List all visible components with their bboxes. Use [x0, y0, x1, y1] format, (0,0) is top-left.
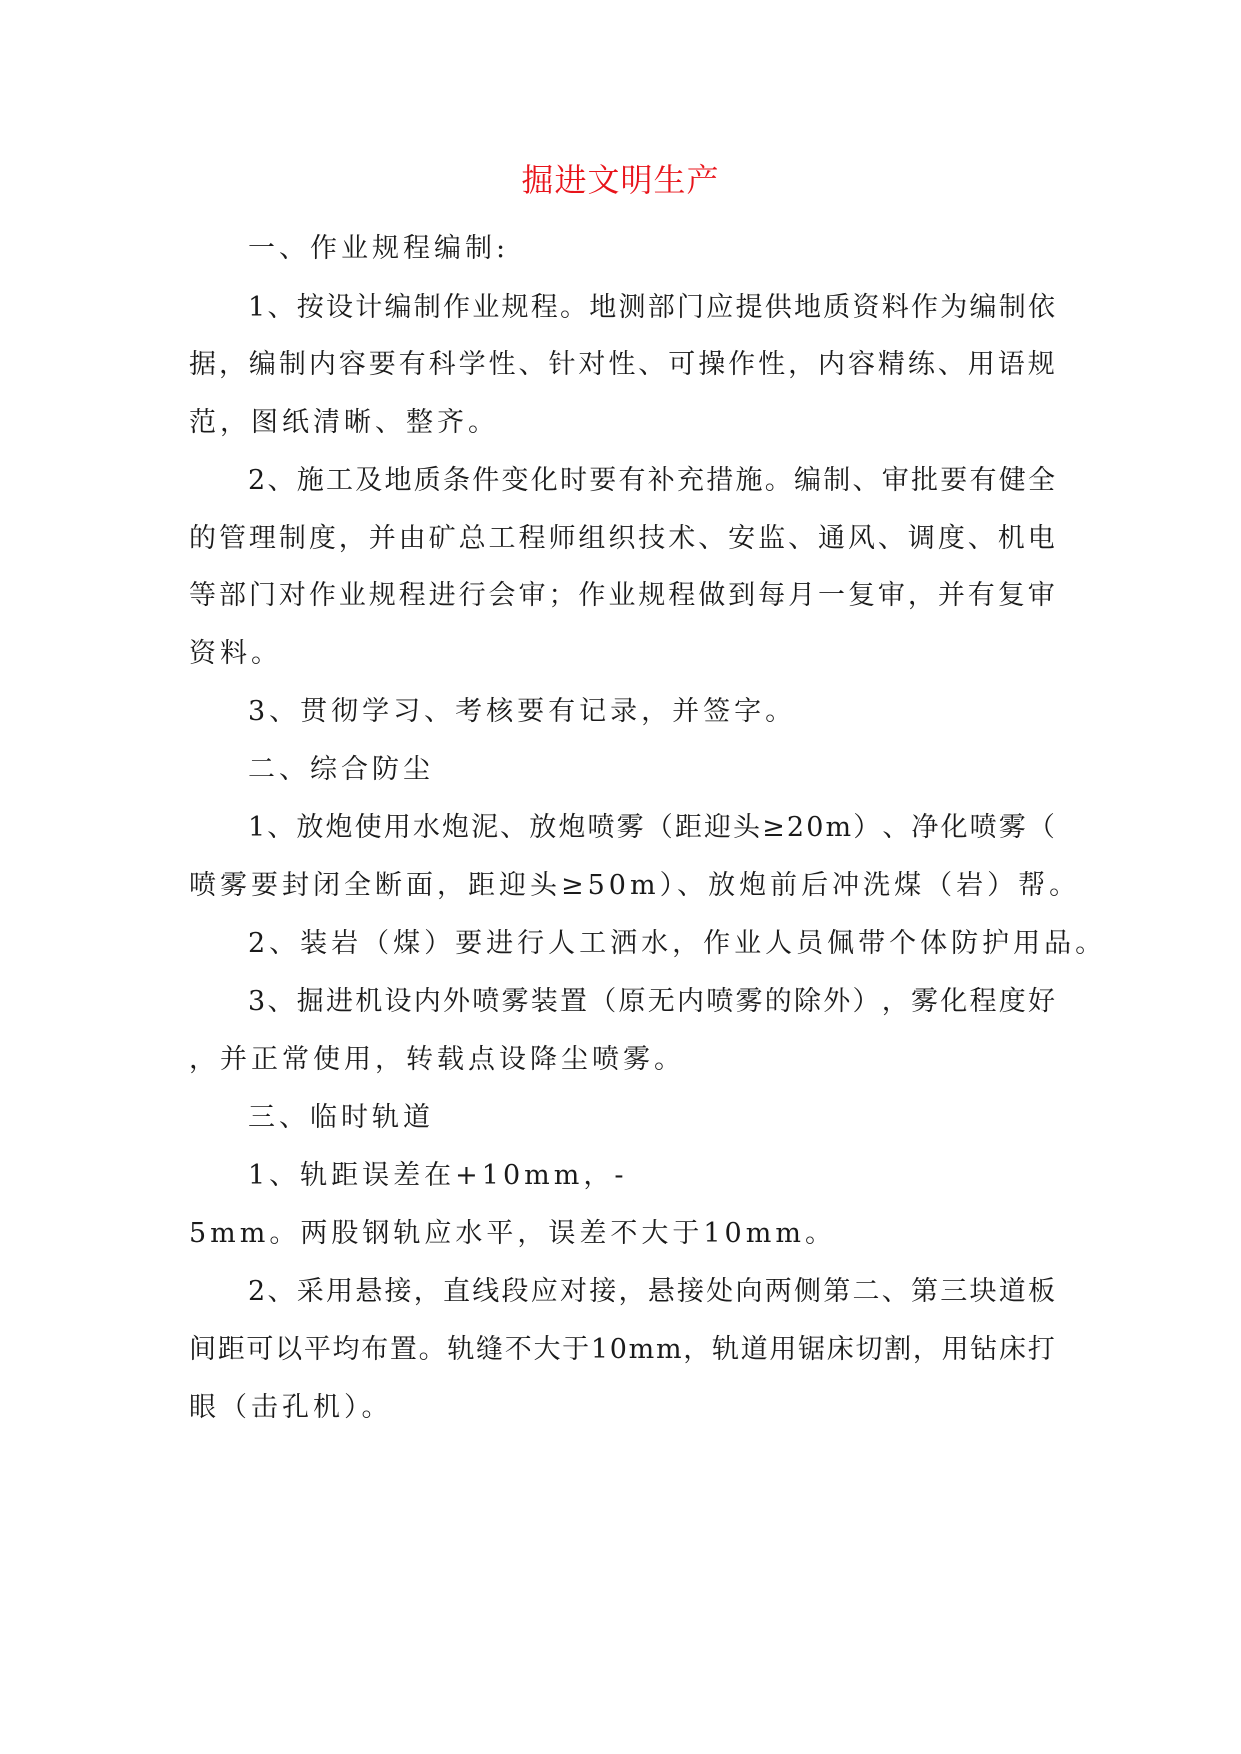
document-title: 掘进文明生产	[521, 161, 720, 199]
paragraph-line: 的 管 理 制 度 ， 并 由 矿 总 工 程 师 组 织 技 术 、 安 监 、 通 风 、 调 度 、 机 电	[189, 523, 1055, 554]
paragraph-line: 范，图纸清晰、整齐。	[189, 407, 499, 438]
paragraph-line: 2、装岩（煤）要进行人工洒水，作业人员佩带个体防护用品。	[248, 928, 1107, 959]
paragraph-line: ，并正常使用，转载点设降尘喷雾。	[189, 1044, 685, 1075]
section-heading-regulation: 一、作业规程编制:	[248, 233, 510, 264]
paragraph-line: 喷雾要封闭全断面，距迎头≥50m）、放炮前后冲洗煤（岩）帮。	[189, 870, 1081, 901]
paragraph-line: 据 ， 编 制 内 容 要 有 科 学 性 、 针 对 性 、 可 操 作 性 ， 内 容 精 练 、 用 语 规	[189, 349, 1055, 380]
paragraph-line: 2 、 采 用 悬 接 ， 直 线 段 应 对 接 ， 悬 接 处 向 两 侧 第 二 、 第 三 块 道 板	[248, 1276, 1055, 1307]
paragraph-line: 3 、 掘 进 机 设 内 外 喷 雾 装 置 （ 原 无 内 喷 雾 的 除 外 ） ， 雾 化 程 度 好	[248, 986, 1055, 1017]
paragraph-line: 1 、 放 炮 使 用 水 炮 泥 、 放 炮 喷 雾 （ 距 迎 头 ≥ 2 0 m ） 、 净 化 喷 雾 （	[248, 812, 1055, 843]
paragraph-line: 5mm。两股钢轨应水平，误差不大于10mm。	[189, 1218, 836, 1249]
paragraph-line: 眼（击孔机）。	[189, 1392, 393, 1423]
paragraph-line: 2 、 施 工 及 地 质 条 件 变 化 时 要 有 补 充 措 施 。 编 制 、 审 批 要 有 健 全	[248, 465, 1055, 496]
paragraph-line: 3、贯彻学习、考核要有记录，并签字。	[248, 696, 797, 727]
paragraph-line: 资料。	[189, 638, 282, 669]
section-heading-dust: 二、综合防尘	[248, 754, 434, 785]
section-heading-track: 三、临时轨道	[248, 1102, 434, 1133]
paragraph-line: 1、轨距误差在+10mm，-	[248, 1160, 628, 1191]
paragraph-line: 间 距 可 以 平 均 布 置 。 轨 缝 不 大 于 1 0 m m ， 轨 道 用 锯 床 切 割 ， 用 钻 床 打	[189, 1334, 1055, 1365]
paragraph-line: 等 部 门 对 作 业 规 程 进 行 会 审 ； 作 业 规 程 做 到 每 月 一 复 审 ， 并 有 复 审	[189, 580, 1055, 611]
paragraph-line: 1 、 按 设 计 编 制 作 业 规 程 。 地 测 部 门 应 提 供 地 质 资 料 作 为 编 制 依	[248, 292, 1055, 323]
